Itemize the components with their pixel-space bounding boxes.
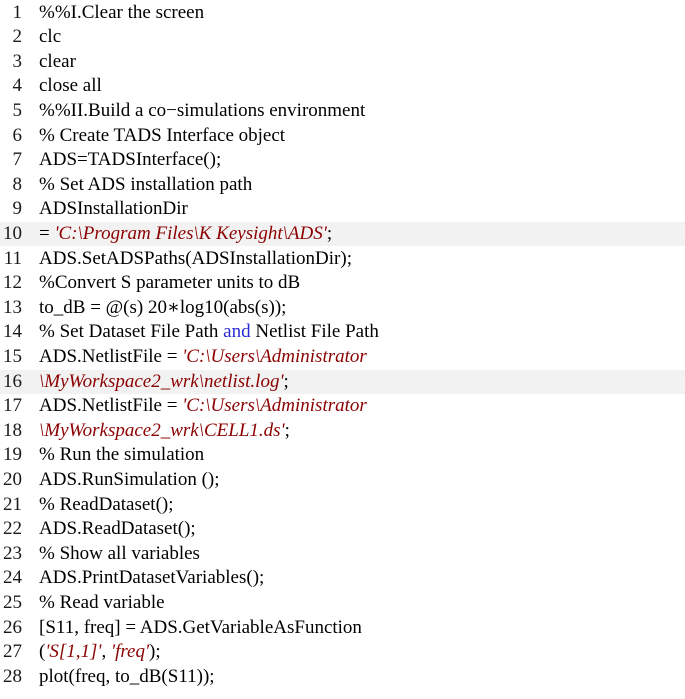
line-text	[39, 173, 252, 198]
code-text: %Convert S parameter units to dB	[39, 272, 301, 294]
code-text: ;	[283, 370, 289, 392]
line-text	[39, 443, 204, 468]
code-text: );	[149, 641, 161, 663]
line-number: 23	[3, 542, 22, 564]
code-text: % Set Dataset File Path	[39, 321, 224, 343]
code-text: plot(freq, to_dB(S11));	[39, 665, 215, 687]
line-text	[39, 493, 174, 518]
code-text: ADS.SetADSPaths(ADSInstallationDir);	[39, 247, 352, 269]
code-line-10	[0, 222, 685, 247]
string-literal: 'C:\Program Files\K Keysight\ADS'	[54, 222, 327, 244]
code-line-13	[0, 296, 685, 321]
code-text: ;	[284, 419, 290, 441]
code-text: % Run the simulation	[39, 444, 205, 466]
code-text: %%I.Clear the screen	[39, 1, 205, 23]
code-line-9	[0, 197, 685, 222]
code-line-18	[0, 419, 685, 444]
code-text: Netlist File Path	[250, 321, 379, 343]
code-line-22	[0, 517, 685, 542]
code-text: ADS.ReadDataset();	[39, 518, 196, 540]
line-number: 18	[3, 419, 22, 441]
line-number: 15	[3, 345, 22, 367]
code-text: % Create TADS Interface object	[39, 124, 286, 146]
line-text	[39, 665, 215, 690]
line-text	[39, 394, 367, 419]
code-text: close all	[39, 75, 102, 97]
code-line-8	[0, 173, 685, 198]
line-text	[39, 222, 332, 247]
code-text: =	[39, 222, 55, 244]
line-number: 24	[3, 567, 22, 589]
code-line-27	[0, 640, 685, 665]
line-number: 19	[3, 444, 22, 466]
line-number: 14	[3, 321, 22, 343]
line-text	[39, 74, 102, 99]
line-number: 7	[12, 149, 22, 171]
code-line-3	[0, 50, 685, 75]
string-literal: 'C:\Users\Administrator	[182, 395, 367, 417]
line-number: 28	[3, 665, 22, 687]
line-number: 13	[3, 296, 22, 318]
line-number: 1	[12, 1, 22, 23]
code-text: % Show all variables	[39, 542, 200, 564]
code-line-14	[0, 320, 685, 345]
code-text: ;	[326, 222, 333, 244]
code-line-24	[0, 566, 685, 591]
code-line-20	[0, 468, 685, 493]
line-text	[39, 124, 285, 149]
line-number: 6	[12, 124, 22, 146]
line-text	[39, 148, 221, 173]
line-text	[39, 591, 165, 616]
line-number: 8	[12, 173, 22, 195]
code-text: ADS.NetlistFile =	[39, 345, 183, 367]
string-literal: \MyWorkspace2_wrk\CELL1.ds'	[39, 419, 285, 441]
line-text	[39, 419, 290, 444]
code-line-26	[0, 616, 685, 641]
code-line-23	[0, 542, 685, 567]
code-line-7	[0, 148, 685, 173]
code-text: ,	[101, 641, 111, 663]
line-text	[39, 1, 204, 26]
line-text	[39, 566, 264, 591]
code-line-4	[0, 74, 685, 99]
line-text	[39, 616, 362, 641]
code-line-2	[0, 25, 685, 50]
code-text: % ReadDataset();	[39, 493, 174, 515]
line-text	[39, 517, 196, 542]
code-text: clear	[39, 50, 76, 72]
line-number: 2	[12, 26, 22, 48]
code-text: clc	[39, 26, 62, 48]
code-text: ADSInstallationDir	[39, 198, 188, 220]
line-number: 17	[3, 395, 22, 417]
line-number: 5	[12, 99, 22, 121]
code-line-17	[0, 394, 685, 419]
code-line-6	[0, 124, 685, 149]
line-text	[39, 370, 289, 395]
code-line-28	[0, 665, 685, 690]
line-number: 20	[3, 468, 22, 490]
code-text: %%II.Build a co−simulations environment	[39, 99, 366, 121]
string-literal: 'S[1,1]'	[45, 641, 102, 663]
line-number: 12	[3, 272, 22, 294]
code-line-25	[0, 591, 685, 616]
code-text: (	[39, 641, 46, 663]
string-literal: 'freq'	[111, 641, 150, 663]
keyword: and	[223, 321, 251, 343]
code-line-16	[0, 370, 685, 395]
line-text	[39, 640, 161, 665]
line-text	[39, 50, 76, 75]
line-number: 3	[12, 50, 22, 72]
line-text	[39, 296, 286, 321]
line-text	[39, 320, 379, 345]
line-number: 21	[3, 493, 22, 515]
string-literal: 'C:\Users\Administrator	[182, 345, 367, 367]
code-text: to_dB = @(s) 20∗log10(abs(s));	[39, 296, 287, 318]
line-text	[39, 345, 367, 370]
code-line-11	[0, 247, 685, 272]
string-literal: \MyWorkspace2_wrk\netlist.log'	[39, 370, 284, 392]
line-text	[39, 468, 220, 493]
code-line-15	[0, 345, 685, 370]
code-text: % Read variable	[39, 591, 165, 613]
line-text	[39, 197, 188, 222]
code-line-5	[0, 99, 685, 124]
line-text	[39, 542, 200, 567]
line-number: 27	[3, 641, 22, 663]
code-line-12	[0, 271, 685, 296]
code-text: [S11, freq] = ADS.GetVariableAsFunction	[39, 616, 362, 638]
code-line-19	[0, 443, 685, 468]
line-number: 11	[3, 247, 22, 269]
line-number: 10	[3, 222, 22, 244]
line-number: 16	[3, 370, 22, 392]
code-text: ADS.PrintDatasetVariables();	[39, 567, 265, 589]
code-text: ADS=TADSInterface();	[39, 149, 222, 171]
line-number: 22	[3, 518, 22, 540]
line-text	[39, 247, 352, 272]
code-text: % Set ADS installation path	[39, 173, 253, 195]
line-text	[39, 25, 61, 50]
code-line-1	[0, 1, 685, 26]
line-text	[39, 271, 300, 296]
line-number: 26	[3, 616, 22, 638]
code-line-21	[0, 493, 685, 518]
code-text: ADS.NetlistFile =	[39, 395, 183, 417]
line-number: 9	[12, 198, 22, 220]
line-text	[39, 99, 365, 124]
code-text: ADS.RunSimulation ();	[39, 468, 220, 490]
line-number: 4	[12, 75, 22, 97]
line-number: 25	[3, 591, 22, 613]
